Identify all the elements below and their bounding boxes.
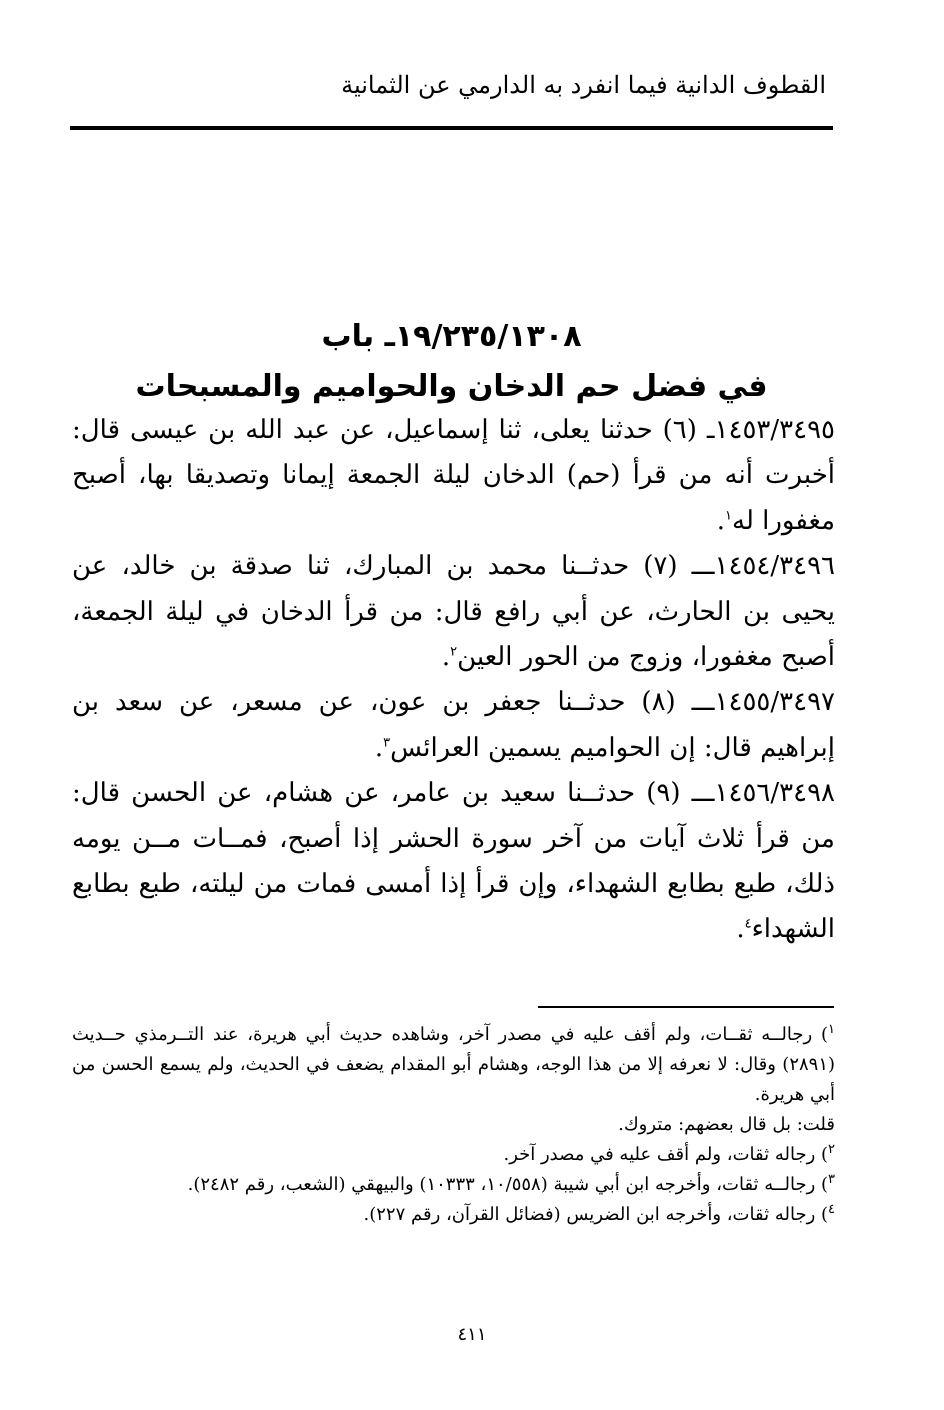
hadith-paragraph bbox=[72, 771, 835, 953]
footnotes bbox=[72, 1020, 835, 1230]
footnote-marker: ٤ bbox=[828, 1202, 835, 1217]
footnote-marker: ٣ bbox=[828, 1172, 835, 1187]
footnote-text: قلت: بل قال بعضهم: متروك. bbox=[618, 1114, 835, 1135]
footnote-text: ) رجاله ثقات، وأخرجه ابن الضريس (فضائل القرآن، رقم ٢٢٧). bbox=[363, 1204, 829, 1225]
hadith-paragraph bbox=[72, 544, 835, 680]
header-rule bbox=[70, 126, 833, 130]
footnote-ref: ١ bbox=[725, 508, 733, 524]
hadith-end: . bbox=[736, 914, 745, 945]
hadith-text: ١٤٥٦/٣٤٩٨ـــ (٩) حدثــنا سعيد بن عامر، عن هشام، عن الحسن قال: من قرأ ثلاث آيات من آخر سورة الحشر إذا أصبح، فمــات مــن يومه ذلك، طبع بطابع الشهداء، وإن قرأ إذا أمسى فمات من ليلته، طبع بطابع الشهداء bbox=[72, 778, 836, 945]
hadith-end: . bbox=[441, 642, 451, 673]
chapter-number-line: ١٩/٢٣٥/١٣٠٨ـ باب bbox=[321, 319, 582, 354]
footnote-text: ) رجاله ثقات، ولم أقف عليه في مصدر آخر. bbox=[503, 1144, 829, 1165]
hadith-paragraph bbox=[72, 680, 835, 771]
footnote-marker: ٢ bbox=[828, 1142, 835, 1157]
footnote bbox=[72, 1110, 835, 1140]
footnote-ref: ٤ bbox=[744, 916, 752, 932]
chapter-heading bbox=[70, 312, 833, 412]
hadith-body bbox=[72, 408, 835, 953]
footnote bbox=[72, 1140, 835, 1170]
chapter-title: في فضل حم الدخان والحواميم والمسبحات bbox=[135, 369, 768, 404]
page-number: ٤١١ bbox=[457, 1324, 487, 1345]
hadith-paragraph bbox=[72, 408, 835, 544]
running-header: القطوف الدانية فيما انفرد به الدارمي عن الثمانية bbox=[341, 71, 826, 99]
footnote bbox=[72, 1170, 835, 1200]
footnote-rule bbox=[538, 1006, 834, 1008]
footnote-ref: ٣ bbox=[383, 735, 391, 751]
footnote bbox=[72, 1200, 835, 1230]
footnote-text: ) رجالــه ثقات، وأخرجه ابن أبي شيبة (١٠/٥٥٨، ١٠٣٣٣) والبيهقي (الشعب، رقم ٢٤٨٢). bbox=[187, 1174, 829, 1195]
hadith-text: ١٤٥٤/٣٤٩٦ـــ (٧) حدثــنا محمد بن المبارك، ثنا صدقة بن خالد، عن يحيى بن الحارث، عن أبي رافع قال: من قرأ الدخان في ليلة الجمعة، أصبح مغفورا، وزوج من الحور العين bbox=[72, 551, 836, 673]
footnote bbox=[72, 1020, 835, 1110]
footnote-marker: ١ bbox=[828, 1022, 835, 1037]
footnote-text: ) رجالــه ثقــات، ولم أقف عليه في مصدر آخر، وشاهده حديث أبي هريرة، عند التــرمذي حــديث (٢٨٩١) وقال: لا نعرفه إلا من هذا الوجه، وهشام أبو المقدام يضعف في الحديث، ولم يسمع الحسن من أبي هريرة. bbox=[72, 1024, 836, 1105]
hadith-end: . bbox=[374, 732, 384, 763]
hadith-end: . bbox=[716, 505, 726, 536]
footnote-ref: ٢ bbox=[450, 644, 458, 660]
hadith-text: ١٤٥٣/٣٤٩٥ـ (٦) حدثنا يعلى، ثنا إسماعيل، عن عبد الله بن عيسى قال: أخبرت أنه من قرأ (حم) الدخان ليلة الجمعة إيمانا وتصديقا بها، أصبح مغفورا له bbox=[72, 415, 835, 536]
hadith-text: ١٤٥٥/٣٤٩٧ـــ (٨) حدثــنا جعفر بن عون، عن مسعر، عن سعد بن إبراهيم قال: إن الحواميم يسمين العرائس bbox=[72, 687, 835, 763]
